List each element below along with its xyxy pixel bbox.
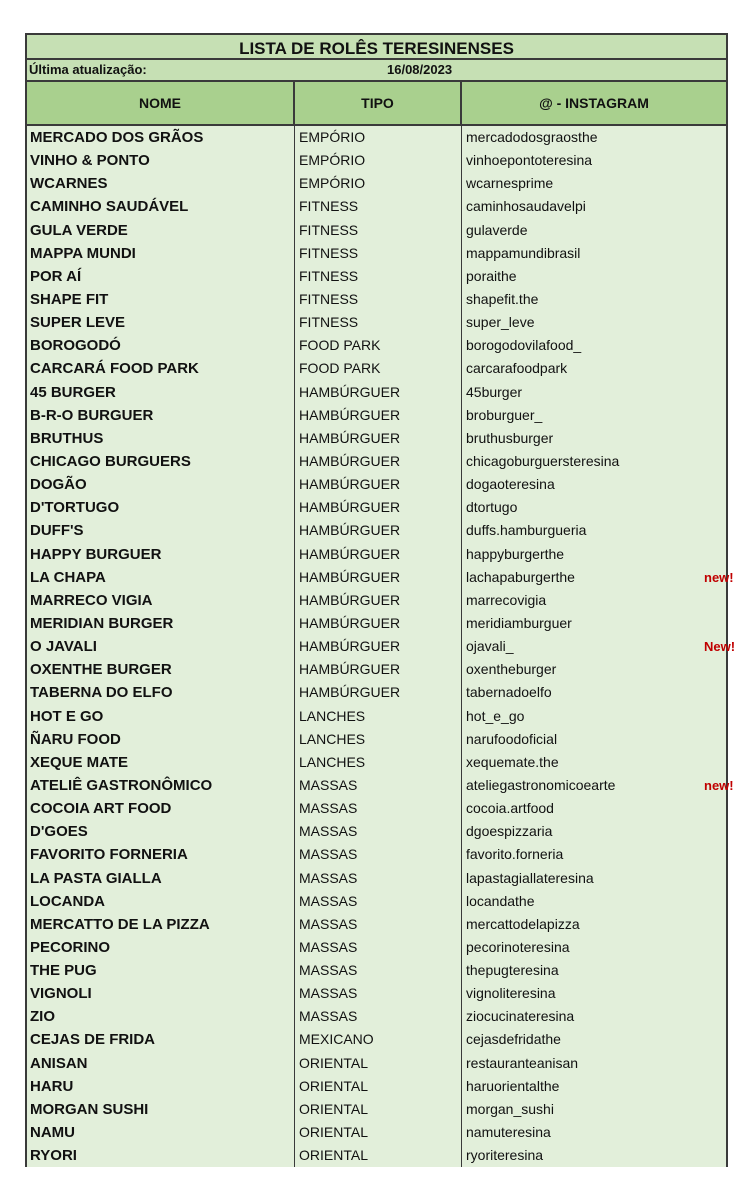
cell-type: HAMBÚRGUER [295, 427, 462, 450]
table-row [27, 519, 726, 542]
new-badge: new! [704, 778, 734, 794]
new-badge: New! [704, 639, 736, 655]
cell-name: MERCADO DOS GRÃOS [27, 126, 295, 149]
cell-instagram: mercattodelapizza [466, 915, 580, 932]
table-row [27, 1121, 726, 1144]
sheet-title: LISTA DE ROLÊS TERESINENSES [25, 33, 728, 60]
cell-name: SUPER LEVE [27, 311, 295, 334]
cell-name: B-R-O BURGUER [27, 404, 295, 427]
table-row [27, 334, 726, 357]
table-row [27, 219, 726, 242]
cell-instagram: namuteresina [466, 1124, 551, 1141]
table-row [27, 658, 726, 681]
cell-name: ÑARU FOOD [27, 728, 295, 751]
cell-instagram: oxentheburger [466, 661, 557, 678]
cell-type: FITNESS [295, 195, 462, 218]
cell-type: MASSAS [295, 774, 462, 797]
cell-instagram: mappamundibrasil [466, 244, 581, 261]
cell-instagram: shapefit.the [466, 290, 539, 307]
cell-name: COCOIA ART FOOD [27, 797, 295, 820]
header-name: NOME [27, 82, 295, 124]
cell-type: HAMBÚRGUER [295, 404, 462, 427]
cell-instagram: cocoia.artfood [466, 800, 554, 817]
cell-name: FAVORITO FORNERIA [27, 843, 295, 866]
cell-name: LA PASTA GIALLA [27, 867, 295, 890]
cell-name: OXENTHE BURGER [27, 658, 295, 681]
table-row [27, 635, 726, 658]
cell-type: MASSAS [295, 913, 462, 936]
table-row [27, 936, 726, 959]
spreadsheet [25, 33, 728, 1167]
cell-name: GULA VERDE [27, 219, 295, 242]
cell-name: D'GOES [27, 820, 295, 843]
cell-name: SHAPE FIT [27, 288, 295, 311]
cell-instagram: 45burger [466, 383, 523, 400]
table-row [27, 473, 726, 496]
table-row [27, 543, 726, 566]
cell-name: 45 BURGER [27, 381, 295, 404]
table-row [27, 890, 726, 913]
table-row [27, 1028, 726, 1051]
cell-instagram: locandathe [466, 892, 535, 909]
cell-name: DUFF'S [27, 519, 295, 542]
table-row [27, 288, 726, 311]
cell-name: ATELIÊ GASTRONÔMICO [27, 774, 295, 797]
table-row [27, 265, 726, 288]
cell-instagram: vignoliteresina [466, 985, 556, 1002]
cell-type: LANCHES [295, 728, 462, 751]
cell-type: FITNESS [295, 219, 462, 242]
cell-instagram: cejasdefridathe [466, 1031, 561, 1048]
cell-instagram: morgan_sushi [466, 1100, 554, 1117]
cell-instagram: narufoodoficial [466, 730, 558, 747]
cell-type: LANCHES [295, 751, 462, 774]
cell-type: MEXICANO [295, 1028, 462, 1051]
cell-name: MORGAN SUSHI [27, 1098, 295, 1121]
cell-instagram: vinhoepontoteresina [466, 152, 593, 169]
cell-instagram: broburguer_ [466, 406, 543, 423]
table-row [27, 797, 726, 820]
cell-name: PECORINO [27, 936, 295, 959]
cell-name: HARU [27, 1075, 295, 1098]
table-row [27, 172, 726, 195]
table-row [27, 427, 726, 450]
cell-name: LOCANDA [27, 890, 295, 913]
table-row [27, 705, 726, 728]
cell-instagram: happyburgerthe [466, 545, 565, 562]
cell-name: NAMU [27, 1121, 295, 1144]
cell-instagram: tabernadoelfo [466, 684, 552, 701]
cell-name: THE PUG [27, 959, 295, 982]
cell-name: CEJAS DE FRIDA [27, 1028, 295, 1051]
cell-type: HAMBÚRGUER [295, 473, 462, 496]
table-row [27, 913, 726, 936]
cell-name: VIGNOLI [27, 982, 295, 1005]
header-instagram: @ - INSTAGRAM [539, 95, 649, 111]
cell-instagram: hot_e_go [466, 707, 525, 724]
cell-type: EMPÓRIO [295, 126, 462, 149]
table-row [27, 751, 726, 774]
cell-instagram: ojavali_ [466, 638, 514, 655]
table-row [27, 774, 726, 797]
cell-instagram: poraithe [466, 267, 517, 284]
cell-name: HOT E GO [27, 705, 295, 728]
cell-instagram: meridiamburguer [466, 614, 572, 631]
cell-instagram: haruorientalthe [466, 1077, 560, 1094]
cell-type: FITNESS [295, 311, 462, 334]
cell-type: HAMBÚRGUER [295, 635, 462, 658]
cell-name: LA CHAPA [27, 566, 295, 589]
table-row [27, 404, 726, 427]
cell-type: EMPÓRIO [295, 172, 462, 195]
cell-name: VINHO & PONTO [27, 149, 295, 172]
table-row [27, 867, 726, 890]
cell-instagram: duffs.hamburgueria [466, 522, 587, 539]
cell-instagram: ryoriteresina [466, 1147, 544, 1164]
cell-name: HAPPY BURGUER [27, 543, 295, 566]
table-row [27, 311, 726, 334]
cell-type: HAMBÚRGUER [295, 589, 462, 612]
cell-instagram: dgoespizzaria [466, 823, 553, 840]
cell-instagram: xequemate.the [466, 753, 559, 770]
cell-name: MAPPA MUNDI [27, 242, 295, 265]
table-row [27, 496, 726, 519]
cell-name: MERCATTO DE LA PIZZA [27, 913, 295, 936]
cell-type: MASSAS [295, 959, 462, 982]
cell-instagram: ateliegastronomicoearte [466, 776, 616, 793]
table-row [27, 242, 726, 265]
table-row [27, 681, 726, 704]
cell-name: BOROGODÓ [27, 334, 295, 357]
cell-instagram: gulaverde [466, 221, 528, 238]
table-row [27, 612, 726, 635]
cell-type: ORIENTAL [295, 1121, 462, 1144]
cell-instagram: restauranteanisan [466, 1054, 579, 1071]
table-body [25, 126, 728, 1167]
table-row [27, 1052, 726, 1075]
cell-name: MARRECO VIGIA [27, 589, 295, 612]
cell-type: LANCHES [295, 705, 462, 728]
cell-type: MASSAS [295, 820, 462, 843]
cell-type: FOOD PARK [295, 357, 462, 380]
table-row [27, 982, 726, 1005]
cell-type: ORIENTAL [295, 1098, 462, 1121]
table-row [27, 195, 726, 218]
cell-type: EMPÓRIO [295, 149, 462, 172]
cell-instagram: super_leve [466, 314, 535, 331]
cell-type: MASSAS [295, 936, 462, 959]
cell-instagram: favorito.forneria [466, 846, 564, 863]
cell-type: MASSAS [295, 890, 462, 913]
cell-name: CARCARÁ FOOD PARK [27, 357, 295, 380]
cell-name: CAMINHO SAUDÁVEL [27, 195, 295, 218]
cell-type: HAMBÚRGUER [295, 566, 462, 589]
cell-type: FITNESS [295, 265, 462, 288]
cell-instagram: dtortugo [466, 499, 518, 516]
cell-name: DOGÃO [27, 473, 295, 496]
cell-type: HAMBÚRGUER [295, 381, 462, 404]
cell-instagram: bruthusburger [466, 429, 554, 446]
cell-name: O JAVALI [27, 635, 295, 658]
cell-name: CHICAGO BURGUERS [27, 450, 295, 473]
table-row [27, 843, 726, 866]
cell-name: BRUTHUS [27, 427, 295, 450]
last-updated-label: Última atualização: [29, 62, 147, 77]
cell-type: HAMBÚRGUER [295, 681, 462, 704]
cell-instagram: pecorinoteresina [466, 938, 570, 955]
cell-instagram: lapastagiallateresina [466, 869, 594, 886]
cell-type: HAMBÚRGUER [295, 450, 462, 473]
cell-type: HAMBÚRGUER [295, 543, 462, 566]
cell-instagram: borogodovilafood_ [466, 337, 582, 354]
table-row [27, 820, 726, 843]
cell-instagram: wcarnesprime [466, 175, 554, 192]
table-row [27, 1075, 726, 1098]
cell-instagram: thepugteresina [466, 962, 559, 979]
table-row [27, 357, 726, 380]
cell-type: FOOD PARK [295, 334, 462, 357]
cell-name: POR AÍ [27, 265, 295, 288]
cell-instagram: chicagoburguersteresina [466, 452, 620, 469]
cell-type: FITNESS [295, 288, 462, 311]
table-row [27, 1005, 726, 1028]
cell-type: MASSAS [295, 797, 462, 820]
cell-type: HAMBÚRGUER [295, 658, 462, 681]
cell-name: ZIO [27, 1005, 295, 1028]
table-row [27, 450, 726, 473]
cell-name: ANISAN [27, 1052, 295, 1075]
cell-name: TABERNA DO ELFO [27, 681, 295, 704]
cell-name: RYORI [27, 1144, 295, 1167]
cell-name: XEQUE MATE [27, 751, 295, 774]
table-row [27, 566, 726, 589]
new-badge: new! [704, 569, 734, 585]
cell-type: HAMBÚRGUER [295, 519, 462, 542]
table-row [27, 959, 726, 982]
cell-type: ORIENTAL [295, 1144, 462, 1167]
cell-name: D'TORTUGO [27, 496, 295, 519]
last-updated-date: 16/08/2023 [387, 62, 453, 77]
table-header [25, 82, 728, 126]
cell-instagram: mercadodosgraosthe [466, 129, 598, 145]
cell-instagram: marrecovigia [466, 591, 547, 608]
cell-type: ORIENTAL [295, 1052, 462, 1075]
cell-type: MASSAS [295, 843, 462, 866]
table-row [27, 728, 726, 751]
table-row [27, 1144, 726, 1167]
cell-instagram: lachapaburgerthe [466, 568, 575, 585]
header-type: TIPO [295, 82, 462, 124]
cell-type: MASSAS [295, 867, 462, 890]
table-row [27, 1098, 726, 1121]
cell-instagram: dogaoteresina [466, 476, 555, 493]
cell-instagram: carcarafoodpark [466, 360, 568, 377]
cell-type: FITNESS [295, 242, 462, 265]
cell-type: HAMBÚRGUER [295, 496, 462, 519]
table-row [27, 381, 726, 404]
table-row [27, 149, 726, 172]
last-updated-row [25, 60, 728, 82]
table-row [27, 126, 726, 149]
cell-type: ORIENTAL [295, 1075, 462, 1098]
cell-type: HAMBÚRGUER [295, 612, 462, 635]
cell-name: MERIDIAN BURGER [27, 612, 295, 635]
cell-instagram: ziocucinateresina [466, 1008, 575, 1025]
cell-name: WCARNES [27, 172, 295, 195]
cell-type: MASSAS [295, 1005, 462, 1028]
cell-type: MASSAS [295, 982, 462, 1005]
table-row [27, 589, 726, 612]
cell-instagram: caminhosaudavelpi [466, 198, 586, 215]
